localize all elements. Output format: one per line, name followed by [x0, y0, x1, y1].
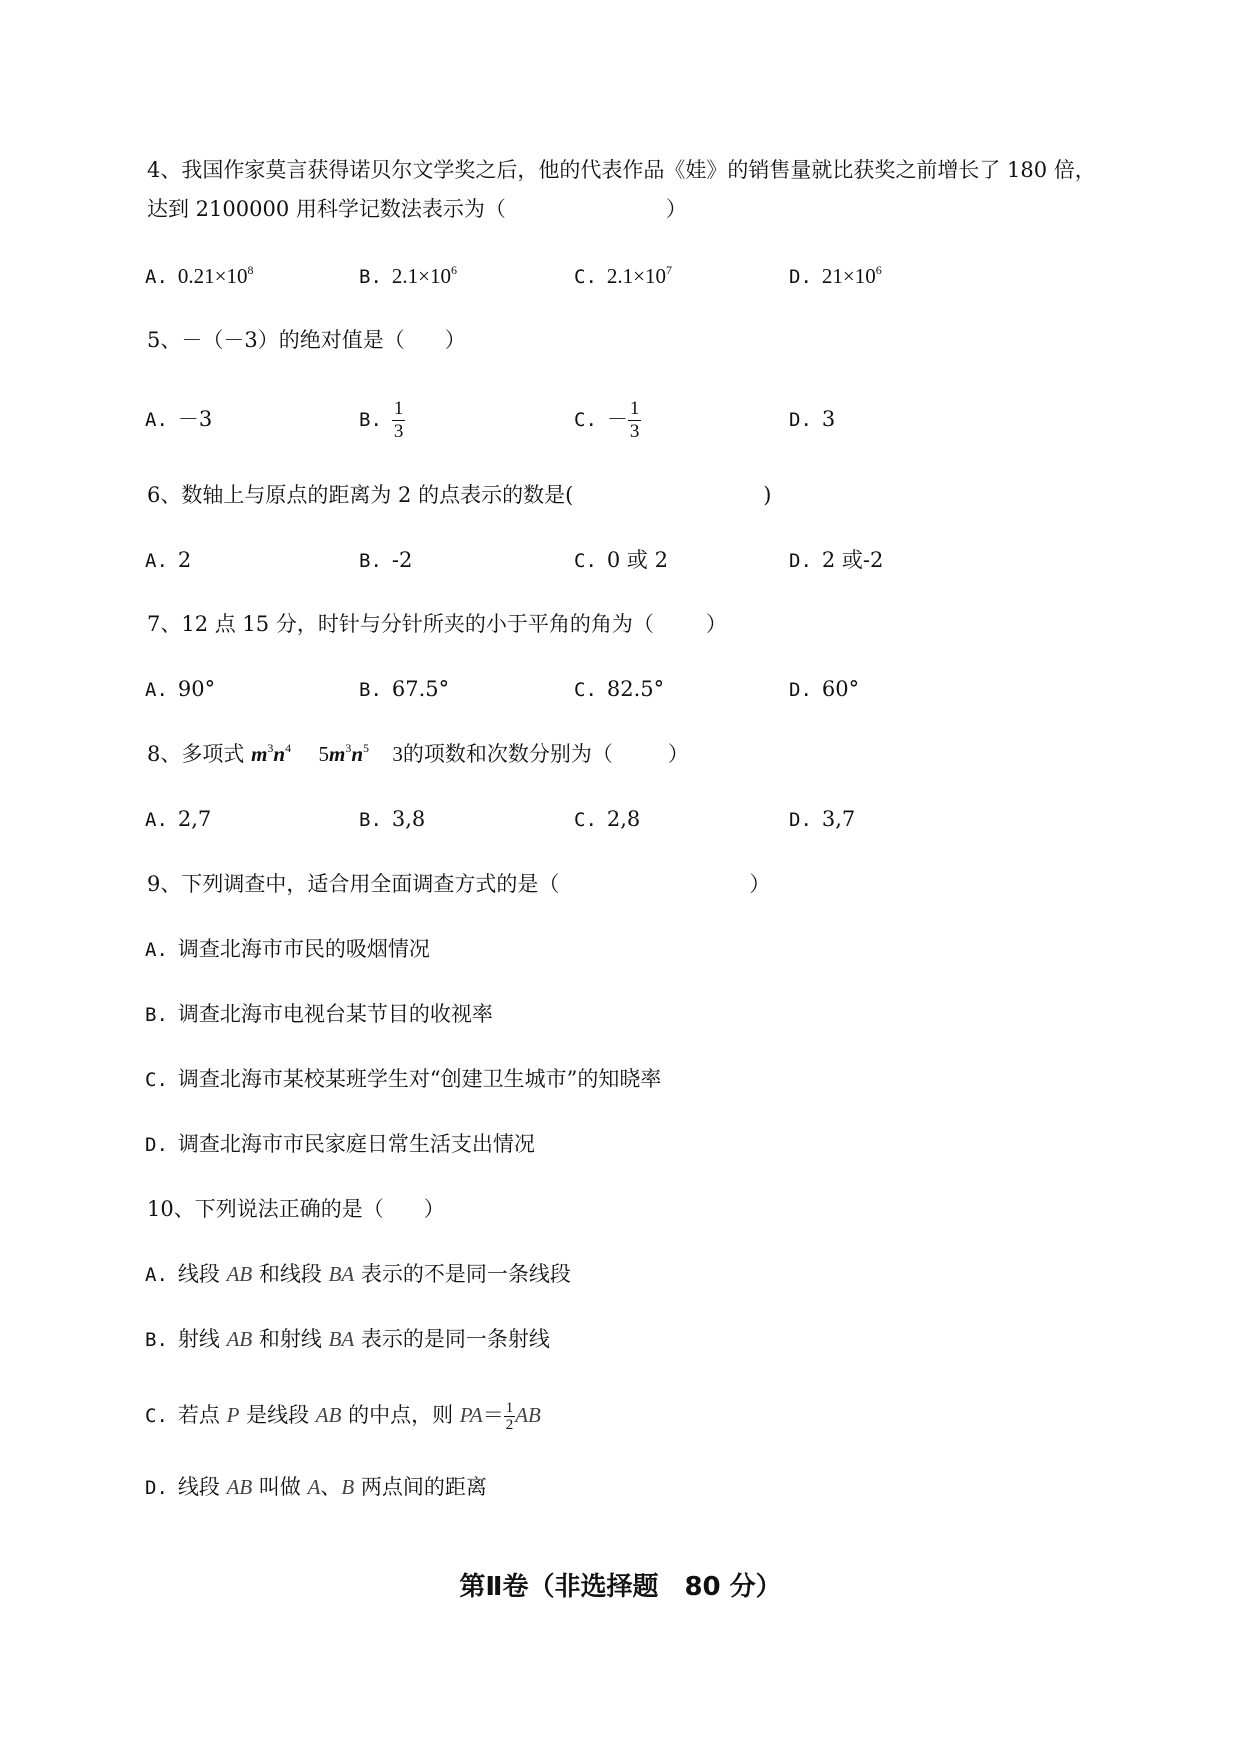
q8-option-b-label: B. — [359, 809, 382, 831]
q10-option-c-text-1: 若点 — [177, 1403, 227, 1427]
q7-option-b — [359, 675, 449, 704]
q8-option-d-label: D. — [789, 809, 812, 831]
q6-option-c-label: C. — [574, 550, 597, 572]
q9-option-b-label: B. — [145, 1004, 168, 1026]
q8-option-b-value: 3,8 — [391, 807, 426, 831]
section-title: 第Ⅱ卷（非选择题 80 分） — [459, 1572, 782, 1602]
q8-stem-close: ） — [667, 742, 689, 766]
q7-option-c — [574, 675, 664, 704]
q5-option-b-denominator: 3 — [393, 421, 404, 442]
q5-option-c-denominator: 3 — [629, 421, 640, 442]
q5-option-c-label: C. — [574, 409, 597, 431]
q10-option-c-numerator: 1 — [505, 1400, 514, 1416]
q5-option-a-label: A. — [145, 409, 168, 431]
q10-option-d-var-1: AB — [226, 1475, 253, 1499]
q8-term2-m: m — [328, 742, 346, 766]
q10-option-a — [145, 1260, 571, 1289]
q7-option-d-label: D. — [789, 679, 812, 701]
q8-option-c — [574, 805, 640, 834]
q9-stem-close: ） — [749, 872, 771, 896]
q8-option-a-label: A. — [145, 809, 168, 831]
q10-option-d-label: D. — [145, 1477, 168, 1499]
q8-term3: 3 — [392, 742, 403, 766]
q10-option-a-text-2: 和线段 — [252, 1262, 329, 1286]
q7-option-b-label: B. — [359, 679, 382, 701]
q5-option-b-label: B. — [359, 409, 382, 431]
q8-term1-n-exponent: 4 — [285, 741, 292, 755]
q10-option-c-fraction — [504, 1400, 516, 1433]
q7-option-a-value: 90° — [177, 677, 216, 701]
q8-option-d — [789, 805, 855, 834]
q6-option-d — [789, 546, 883, 575]
q5-option-d-label: D. — [789, 409, 812, 431]
q4-stem-text: 达到 2100000 用科学记数法表示为（ — [147, 197, 506, 221]
q5-option-a-value: －3 — [177, 407, 213, 431]
q8-term1-m-exponent: 3 — [267, 741, 274, 755]
q10-option-b-text-2: 和射线 — [252, 1327, 329, 1351]
q5-option-c — [574, 394, 641, 445]
q5-option-c-fraction — [628, 398, 642, 443]
q10-option-d-text-1: 线段 — [177, 1475, 227, 1499]
q6-option-a — [145, 546, 191, 575]
q8-term2-n: n — [351, 742, 363, 766]
q7-option-c-label: C. — [574, 679, 597, 701]
q7-option-c-value: 82.5° — [606, 677, 665, 701]
q10-stem-close: ） — [423, 1197, 445, 1221]
q8-stem — [147, 740, 689, 768]
q10-option-c-text-3: 的中点，则 — [341, 1403, 460, 1427]
q9-option-c-label: C. — [145, 1069, 168, 1091]
q4-option-b-exponent: 6 — [450, 263, 457, 277]
q8-option-a-value: 2,7 — [177, 807, 212, 831]
q9-option-c — [145, 1065, 661, 1094]
q7-option-a — [145, 675, 215, 704]
q6-option-b — [359, 546, 412, 575]
q10-option-c-var-1: P — [226, 1403, 240, 1427]
q6-option-d-value: 2 或-2 — [821, 548, 884, 572]
q10-option-b — [145, 1325, 550, 1354]
q8-term2-n-exponent: 5 — [363, 741, 369, 755]
q7-stem — [147, 610, 727, 638]
q6-option-c-value: 0 或 2 — [606, 548, 668, 572]
q10-stem — [147, 1195, 445, 1223]
q9-option-c-text: 调查北海市某校某班学生对“创建卫生城市”的知晓率 — [177, 1067, 662, 1091]
q6-stem — [147, 481, 771, 509]
q10-option-c-var-4: AB — [515, 1403, 541, 1427]
q5-option-c-numerator: 1 — [629, 398, 640, 419]
q5-option-a — [145, 405, 212, 434]
q10-option-c-label: C. — [145, 1405, 168, 1427]
q9-option-d-text: 调查北海市市民家庭日常生活支出情况 — [177, 1132, 535, 1156]
q5-stem-close: ） — [444, 328, 466, 352]
q4-option-d — [789, 262, 882, 291]
q4-option-a-exponent: 8 — [247, 263, 254, 277]
q7-option-d-value: 60° — [821, 677, 860, 701]
q9-option-a-text: 调查北海市市民的吸烟情况 — [177, 937, 430, 961]
q4-option-d-exponent: 6 — [875, 263, 882, 277]
q8-option-d-value: 3,7 — [821, 807, 856, 831]
q8-option-b — [359, 805, 425, 834]
q10-option-c-text-2: 是线段 — [239, 1403, 316, 1427]
q5-option-d — [789, 405, 835, 434]
q10-option-d — [145, 1473, 487, 1502]
q8-stem-suffix: 的项数和次数分别为（ — [402, 742, 613, 766]
q9-option-b-text: 调查北海市电视台某节目的收视率 — [177, 1002, 493, 1026]
q8-term1-m: m — [251, 742, 268, 766]
q7-option-a-label: A. — [145, 679, 168, 701]
q10-option-d-text-4: 两点间的距离 — [354, 1475, 487, 1499]
q4-option-d-value: 21×10 — [821, 264, 876, 288]
q10-option-c — [145, 1393, 541, 1438]
q10-option-d-var-2: A — [307, 1475, 321, 1499]
q10-option-c-var-2: AB — [315, 1403, 342, 1427]
q4-stem-line2 — [147, 195, 687, 223]
q6-stem-text: 6、数轴上与原点的距离为 2 的点表示的数是( — [147, 483, 574, 507]
q6-option-a-label: A. — [145, 550, 168, 572]
q10-option-a-text-1: 线段 — [177, 1262, 227, 1286]
q9-stem-text: 9、下列调查中，适合用全面调查方式的是（ — [147, 872, 560, 896]
q4-option-c — [574, 262, 672, 291]
q10-option-a-var-1: AB — [226, 1262, 253, 1286]
q10-option-b-var-2: BA — [328, 1327, 355, 1351]
q6-option-a-value: 2 — [177, 548, 192, 572]
q9-stem — [147, 870, 770, 898]
q4-option-c-exponent: 7 — [665, 263, 672, 277]
q6-option-b-value: -2 — [391, 548, 413, 572]
q10-option-d-text-3: 、 — [320, 1475, 342, 1499]
q10-stem-text: 10、下列说法正确的是（ — [147, 1197, 384, 1221]
q10-option-c-var-3: PA — [459, 1403, 483, 1427]
q4-option-a — [145, 262, 253, 291]
q8-stem-prefix: 8、多项式 — [147, 742, 245, 766]
q9-option-d-label: D. — [145, 1134, 168, 1156]
q7-stem-text: 7、12 点 15 分，时针与分针所夹的小于平角的角为（ — [147, 612, 654, 636]
q10-option-a-label: A. — [145, 1264, 168, 1286]
q4-option-c-value: 2.1×10 — [606, 264, 666, 288]
q8-option-a — [145, 805, 211, 834]
q8-option-c-label: C. — [574, 809, 597, 831]
q10-option-a-text-3: 表示的不是同一条线段 — [354, 1262, 571, 1286]
q10-option-b-text-3: 表示的是同一条射线 — [354, 1327, 550, 1351]
q9-option-a-label: A. — [145, 939, 168, 961]
q10-option-a-var-2: BA — [328, 1262, 355, 1286]
q10-option-d-text-2: 叫做 — [252, 1475, 308, 1499]
q9-option-b — [145, 1000, 493, 1029]
q6-option-d-label: D. — [789, 550, 812, 572]
q7-stem-close: ） — [705, 612, 727, 636]
q10-option-b-label: B. — [145, 1329, 168, 1351]
q5-option-b-fraction — [392, 398, 406, 443]
q10-option-c-denominator: 2 — [505, 1417, 514, 1433]
q7-option-d — [789, 675, 859, 704]
q5-stem-text: 5、－（－3）的绝对值是（ — [147, 328, 405, 352]
q5-stem — [147, 326, 466, 354]
q10-option-b-text-1: 射线 — [177, 1327, 227, 1351]
q6-option-c — [574, 546, 668, 575]
q4-option-d-label: D. — [789, 266, 812, 288]
q8-term1-n: n — [273, 742, 286, 766]
q5-option-b-numerator: 1 — [393, 398, 404, 419]
q8-option-c-value: 2,8 — [606, 807, 641, 831]
q8-term2-m-exponent: 3 — [345, 741, 352, 755]
q4-stem-close: ） — [665, 197, 687, 221]
q4-option-a-value: 0.21×10 — [177, 264, 248, 288]
q6-stem-close: ) — [763, 483, 772, 507]
q7-option-b-value: 67.5° — [391, 677, 450, 701]
q9-option-d — [145, 1130, 535, 1159]
q5-option-c-sign: － — [606, 407, 628, 431]
q5-option-d-value: 3 — [821, 407, 836, 431]
q9-option-a — [145, 935, 430, 964]
q5-option-b — [359, 394, 405, 445]
q10-option-c-equals: ＝ — [482, 1403, 504, 1427]
q4-option-b-label: B. — [359, 266, 382, 288]
q4-option-b-value: 2.1×10 — [391, 264, 451, 288]
q4-option-c-label: C. — [574, 266, 597, 288]
q8-term2-coefficient: 5 — [318, 742, 329, 766]
q6-option-b-label: B. — [359, 550, 382, 572]
q10-option-b-var-1: AB — [226, 1327, 253, 1351]
q10-option-d-var-3: B — [341, 1475, 355, 1499]
q4-option-a-label: A. — [145, 266, 168, 288]
q4-stem-line1: 4、我国作家莫言获得诺贝尔文学奖之后，他的代表作品《娃》的销售量就比获奖之前增长了 180 倍， — [147, 158, 1096, 182]
q4-option-b — [359, 262, 457, 291]
